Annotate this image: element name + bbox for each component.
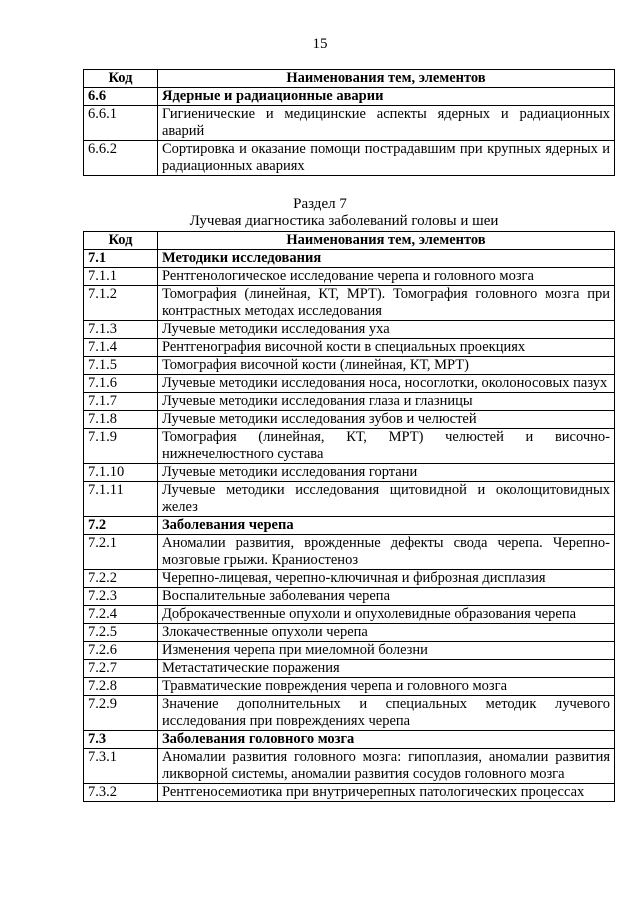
section-label: Раздел 7: [293, 196, 347, 212]
table-row: [84, 749, 615, 784]
topics-table-section-7: [83, 231, 615, 802]
row-topic: Методики исследования: [158, 250, 615, 268]
table-row: [84, 106, 615, 141]
table-body: [84, 250, 615, 802]
table-row: [84, 660, 615, 678]
table-row: [84, 482, 615, 517]
row-code: 7.2.9: [84, 696, 158, 731]
table-row: [84, 642, 615, 660]
row-topic: Аномалии развития, врожденные дефекты свода черепа. Черепно-мозговые грыжи. Краниостеноз: [158, 535, 615, 570]
row-topic: Лучевые методики исследования зубов и челюстей: [158, 411, 615, 429]
table-row: [84, 339, 615, 357]
row-code: 7.2.7: [84, 660, 158, 678]
row-topic: Рентгенография височной кости в специальных проекциях: [158, 339, 615, 357]
row-code: 6.6: [84, 88, 158, 106]
row-code: 7.1.11: [84, 482, 158, 517]
row-code: 7.1.7: [84, 393, 158, 411]
table-row: [84, 731, 615, 749]
row-topic: Лучевые методики исследования уха: [158, 321, 615, 339]
row-code: 7.1.9: [84, 429, 158, 464]
row-code: 6.6.2: [84, 141, 158, 176]
table-body: [84, 88, 615, 176]
row-code: 7.1.4: [84, 339, 158, 357]
row-topic: Гигиенические и медицинские аспекты ядерных и радиационных аварий: [158, 106, 615, 141]
table-row: [84, 678, 615, 696]
table-header-row: [84, 232, 615, 250]
row-code: 7.1: [84, 250, 158, 268]
row-topic: Томография (линейная, КТ, МРТ). Томография головного мозга при контрастных методах исследования: [158, 286, 615, 321]
table-row: [84, 570, 615, 588]
row-code: 7.2.6: [84, 642, 158, 660]
table-row: [84, 286, 615, 321]
topics-table-section-6: [83, 69, 615, 176]
row-topic: Черепно-лицевая, черепно-ключичная и фиброзная дисплазия: [158, 570, 615, 588]
table-row: [84, 250, 615, 268]
row-topic: Сортировка и оказание помощи пострадавшим при крупных ядерных и радиационных авариях: [158, 141, 615, 176]
row-code: 7.2.5: [84, 624, 158, 642]
table-row: [84, 464, 615, 482]
row-topic: Томография (линейная, КТ, МРТ) челюстей и височно-нижнечелюстного сустава: [158, 429, 615, 464]
row-code: 7.1.10: [84, 464, 158, 482]
table-row: [84, 141, 615, 176]
row-code: 7.1.2: [84, 286, 158, 321]
table-header-row: [84, 70, 615, 88]
row-code: 7.1.3: [84, 321, 158, 339]
header-topic: Наименования тем, элементов: [158, 232, 615, 250]
table-row: [84, 375, 615, 393]
table-row: [84, 88, 615, 106]
table-row: [84, 588, 615, 606]
row-code: 6.6.1: [84, 106, 158, 141]
row-topic: Лучевые методики исследования глаза и глазницы: [158, 393, 615, 411]
row-code: 7.1.8: [84, 411, 158, 429]
table-row: [84, 411, 615, 429]
row-topic: Метастатические поражения: [158, 660, 615, 678]
row-code: 7.3.2: [84, 784, 158, 802]
table-row: [84, 268, 615, 286]
table-row: [84, 624, 615, 642]
row-code: 7.1.1: [84, 268, 158, 286]
row-topic: Значение дополнительных и специальных методик лучевого исследования при повреждениях черепа: [158, 696, 615, 731]
row-code: 7.2.4: [84, 606, 158, 624]
row-code: 7.3: [84, 731, 158, 749]
row-topic: Травматические повреждения черепа и головного мозга: [158, 678, 615, 696]
row-code: 7.2.8: [84, 678, 158, 696]
row-topic: Заболевания черепа: [158, 517, 615, 535]
table-row: [84, 606, 615, 624]
section-title: Лучевая диагностика заболеваний головы и шеи: [189, 213, 499, 229]
row-topic: Рентгеносемиотика при внутричерепных патологических процессах: [158, 784, 615, 802]
row-topic: Злокачественные опухоли черепа: [158, 624, 615, 642]
row-topic: Лучевые методики исследования носа, носоглотки, околоносовых пазух: [158, 375, 615, 393]
row-topic: Доброкачественные опухоли и опухолевидные образования черепа: [158, 606, 615, 624]
header-code: Код: [84, 70, 158, 88]
row-topic: Лучевые методики исследования гортани: [158, 464, 615, 482]
row-topic: Изменения черепа при миеломной болезни: [158, 642, 615, 660]
row-code: 7.3.1: [84, 749, 158, 784]
row-code: 7.2.3: [84, 588, 158, 606]
row-topic: Рентгенологическое исследование черепа и головного мозга: [158, 268, 615, 286]
row-code: 7.2.2: [84, 570, 158, 588]
table-row: [84, 429, 615, 464]
row-code: 7.2: [84, 517, 158, 535]
table-row: [84, 357, 615, 375]
row-topic: Заболевания головного мозга: [158, 731, 615, 749]
row-topic: Ядерные и радиационные аварии: [158, 88, 615, 106]
table-row: [84, 517, 615, 535]
row-topic: Лучевые методики исследования щитовидной и околощитовидных желез: [158, 482, 615, 517]
row-code: 7.1.5: [84, 357, 158, 375]
header-code: Код: [84, 232, 158, 250]
table-row: [84, 784, 615, 802]
row-topic: Томография височной кости (линейная, КТ, МРТ): [158, 357, 615, 375]
table-row: [84, 393, 615, 411]
row-code: 7.2.1: [84, 535, 158, 570]
table-row: [84, 696, 615, 731]
table-row: [84, 535, 615, 570]
header-topic: Наименования тем, элементов: [158, 70, 615, 88]
row-code: 7.1.6: [84, 375, 158, 393]
table-row: [84, 321, 615, 339]
row-topic: Воспалительные заболевания черепа: [158, 588, 615, 606]
row-topic: Аномалии развития головного мозга: гипоплазия, аномалии развития ликворной системы, аномалии развития сосудов головного мозга: [158, 749, 615, 784]
page-number: 15: [312, 36, 328, 52]
